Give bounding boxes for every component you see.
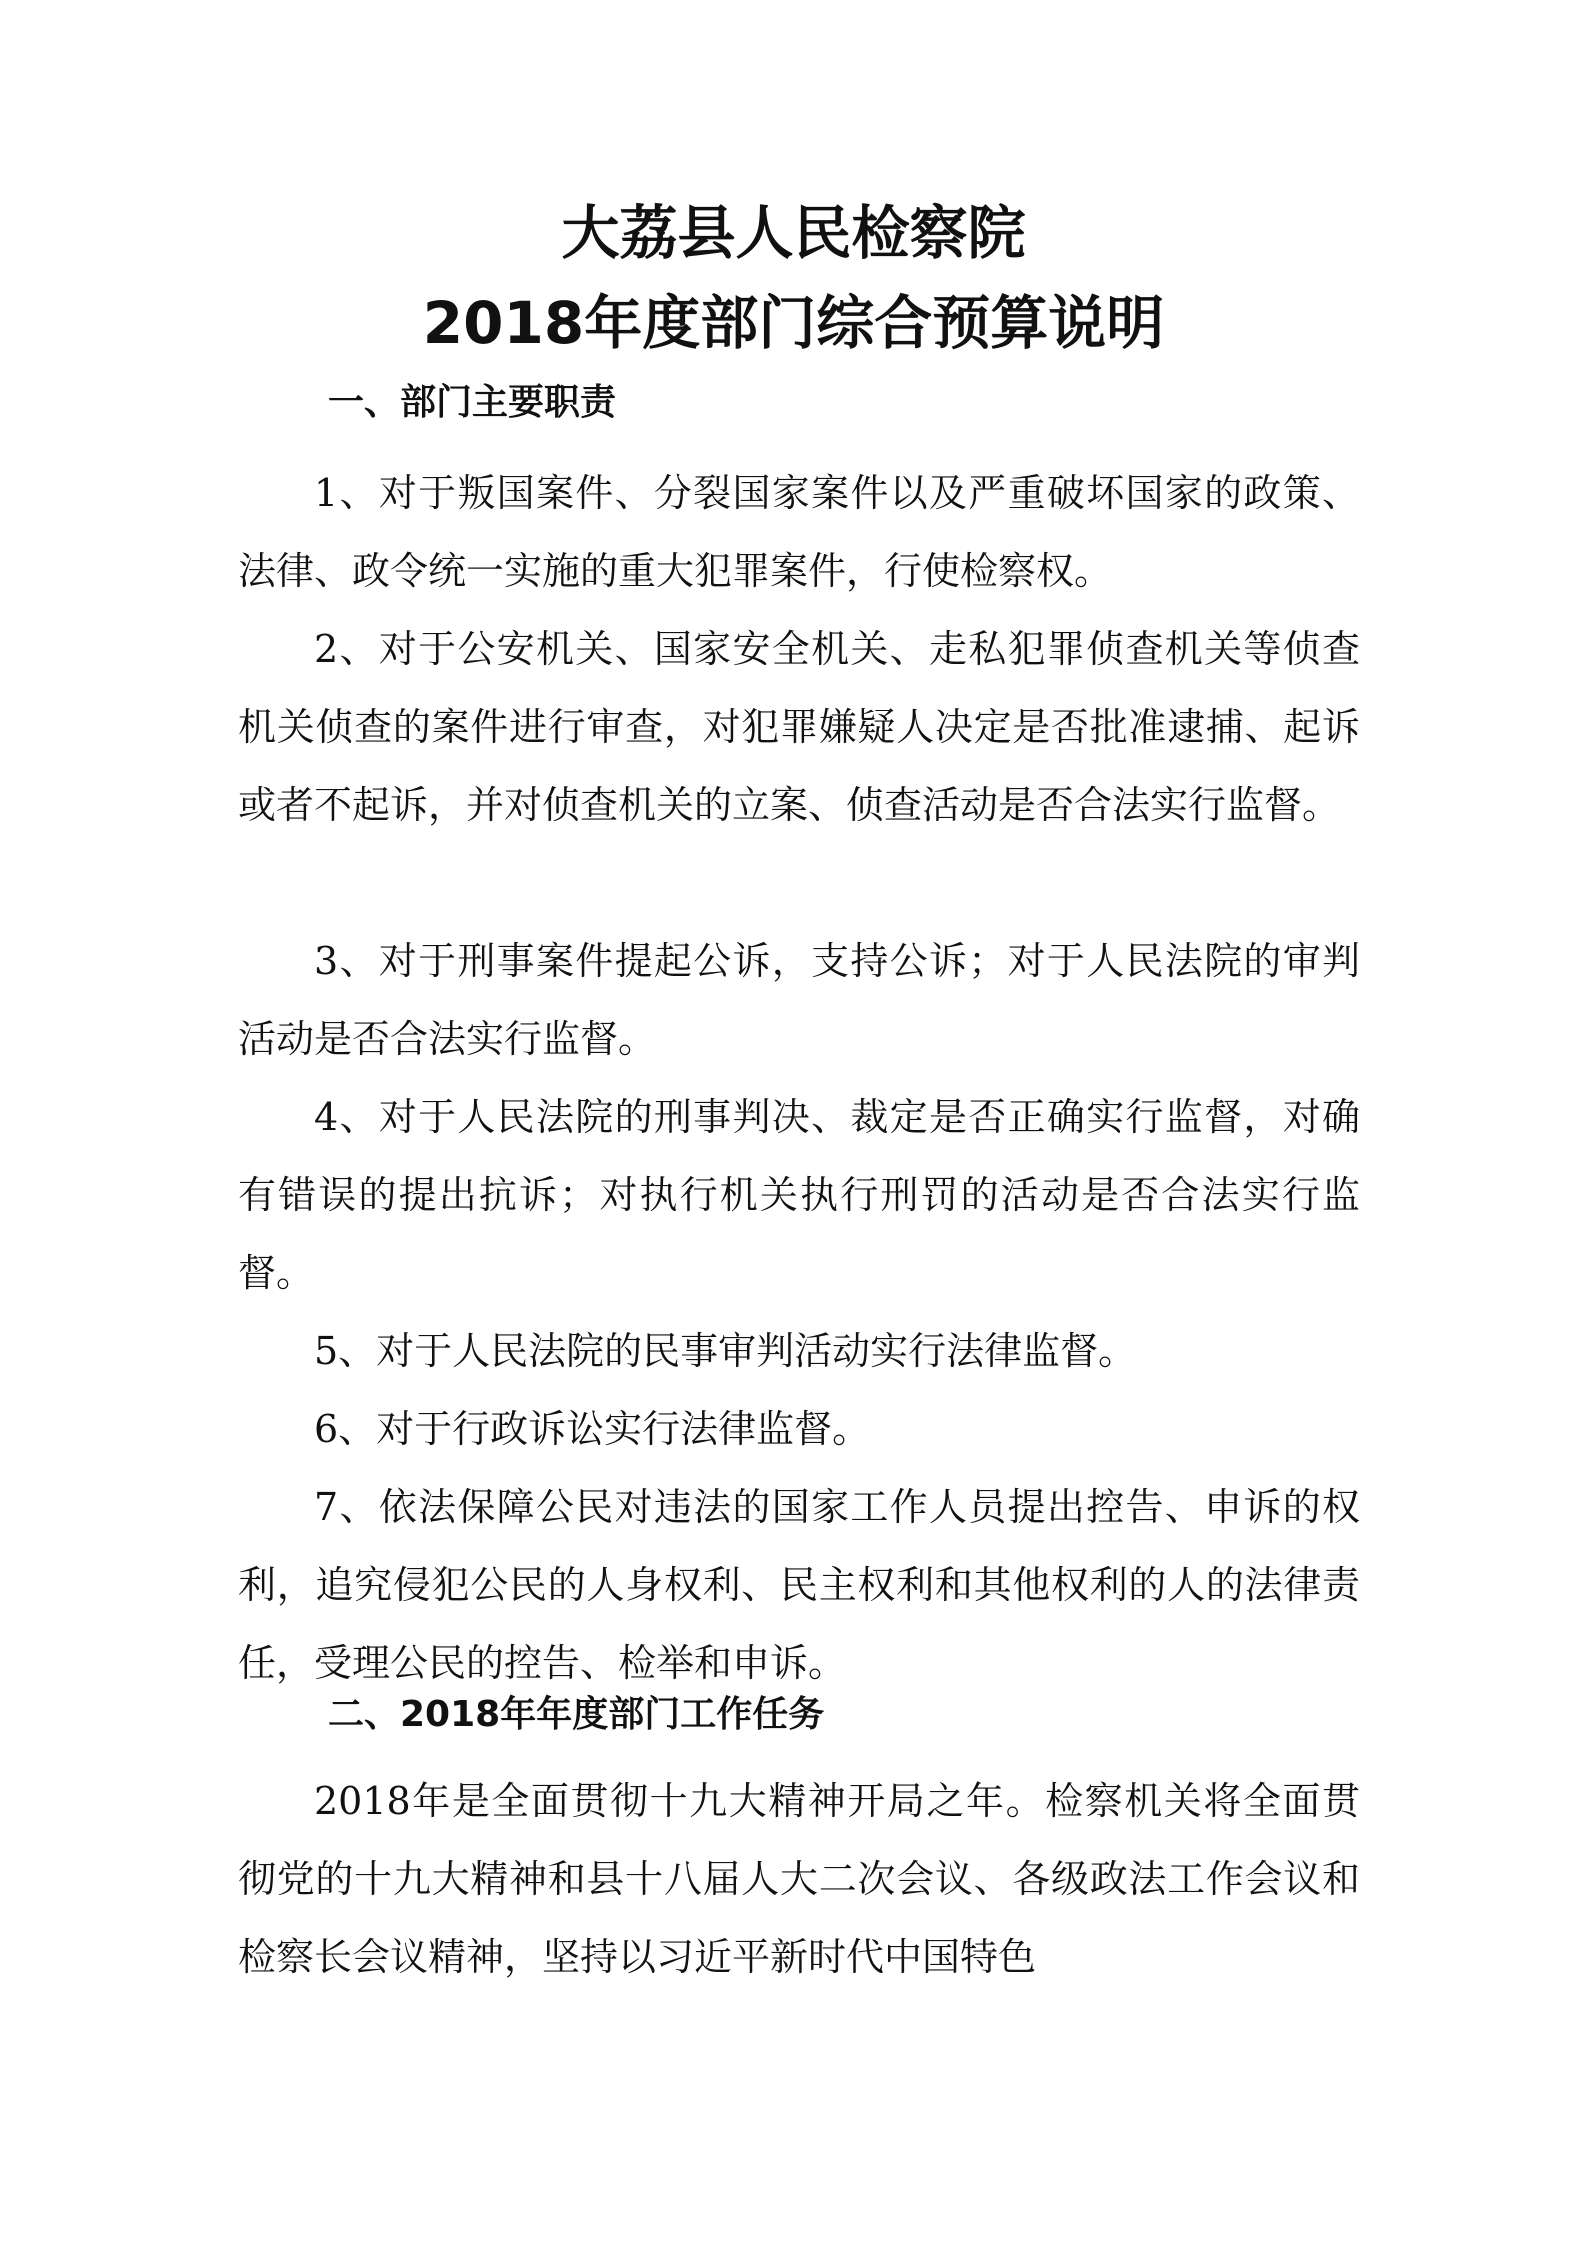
duty-paragraph-1: 1、对于叛国案件、分裂国家案件以及严重破坏国家的政策、法律、政令统一实施的重大犯罪案件，行使检察权。 [238, 471, 1360, 593]
duty-paragraph-6: 6、对于行政诉讼实行法律监督。 [314, 1407, 871, 1451]
duty-paragraph-4: 4、对于人民法院的刑事判决、裁定是否正确实行监督，对确有错误的提出抗诉；对执行机关执行刑罚的活动是否合法实行监督。 [238, 1095, 1360, 1295]
section-heading-duties: 一、部门主要职责 [328, 382, 617, 423]
section-heading-tasks: 二、2018年年度部门工作任务 [328, 1694, 825, 1735]
tasks-paragraph: 2018年是全面贯彻十九大精神开局之年。检察机关将全面贯彻党的十九大精神和县十八届人大二次会议、各级政法工作会议和检察长会议精神，坚持以习近平新时代中国特色 [238, 1779, 1360, 1979]
duty-paragraph-7: 7、依法保障公民对违法的国家工作人员提出控告、申诉的权利，追究侵犯公民的人身权利、民主权利和其他权利的人的法律责任，受理公民的控告、检举和申诉。 [238, 1485, 1360, 1685]
duty-paragraph-5: 5、对于人民法院的民事审判活动实行法律监督。 [314, 1329, 1137, 1373]
duty-paragraph-2: 2、对于公安机关、国家安全机关、走私犯罪侦查机关等侦查机关侦查的案件进行审查，对犯罪嫌疑人决定是否批准逮捕、起诉或者不起诉，并对侦查机关的立案、侦查活动是否合法实行监督。 [238, 627, 1360, 827]
duty-paragraph-3: 3、对于刑事案件提起公诉，支持公诉；对于人民法院的审判活动是否合法实行监督。 [238, 939, 1360, 1061]
document-title-line-1: 大荔县人民检察院 [561, 199, 1026, 267]
document-title-line-2: 2018年度部门综合预算说明 [422, 289, 1165, 357]
